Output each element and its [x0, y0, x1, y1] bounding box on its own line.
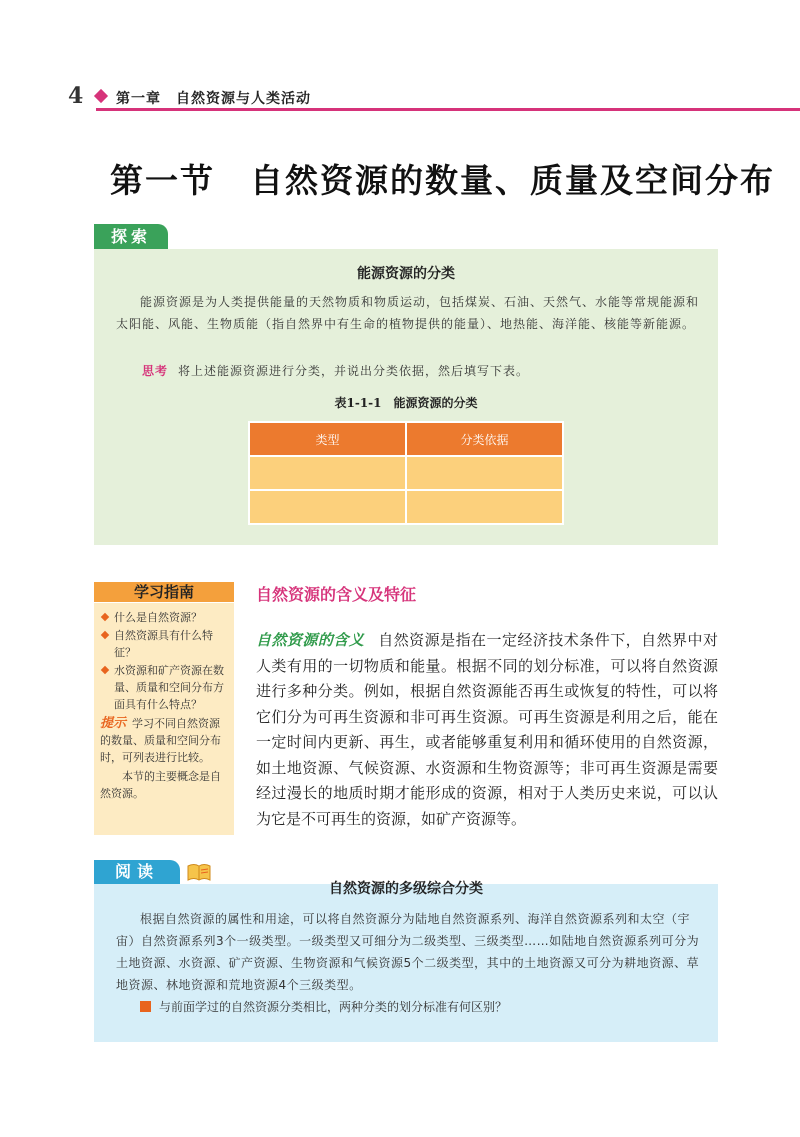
running-header	[0, 0, 800, 120]
study-guide-item	[100, 609, 228, 626]
table-header-row	[249, 422, 563, 456]
tip-label: 提示	[100, 716, 127, 731]
reading-box	[94, 881, 718, 1042]
term-label: 自然资源的含义	[256, 631, 365, 649]
table-cell[interactable]	[406, 490, 563, 524]
square-bullet-icon	[140, 1001, 151, 1012]
diamond-bullet-icon	[101, 666, 109, 674]
table-header-basis: 分类依据	[406, 422, 563, 456]
explore-box	[94, 249, 718, 545]
explore-heading: 能源资源的分类	[357, 266, 455, 282]
study-guide-item-text: 水资源和矿产资源在数量、质量和空间分布方面具有什么特点？	[114, 664, 224, 711]
study-guide-title: 学习指南	[94, 582, 234, 602]
study-guide-tip	[100, 715, 228, 766]
think-text: 将上述能源资源进行分类，并说出分类依据，然后填写下表。	[178, 364, 530, 378]
study-guide-item	[100, 662, 228, 713]
header-diamond-icon	[94, 89, 108, 103]
reading-paragraph: 根据自然资源的属性和用途，可以将自然资源分为陆地自然资源系列、海洋自然资源系列和太空（宇宙）自然资源系列3个一级类型。一级类型又可细分为二级类型、三级类型……如陆地自然资源系列可分为土地资源、水资源、矿产资源、生物资源和气候资源5个二级类型，其中的土地资源又可分为耕地资源、草地资源、林地资源和荒地资源4个三级类型。	[116, 912, 700, 992]
study-guide-item-text: 自然资源具有什么特征？	[114, 629, 213, 659]
table-row	[249, 456, 563, 490]
think-label: 思考	[142, 364, 169, 378]
think-prompt	[142, 362, 702, 379]
page-number: 4	[68, 83, 84, 109]
table-cell[interactable]	[406, 456, 563, 490]
reading-heading: 自然资源的多级综合分类	[329, 881, 483, 897]
chapter-title: 第一章 自然资源与人类活动	[116, 91, 311, 107]
body-paragraph	[256, 628, 718, 832]
table-caption: 表1-1-1 能源资源的分类	[334, 396, 478, 410]
table-header-type: 类型	[249, 422, 406, 456]
header-rule	[96, 108, 800, 111]
tip-text: 学习不同自然资源的数量、质量和空间分布时，可列表进行比较。	[100, 717, 221, 764]
reading-question	[140, 998, 700, 1015]
study-guide-item-text: 什么是自然资源？	[114, 611, 202, 624]
section-title: 第一节 自然资源的数量、质量及空间分布	[110, 161, 775, 200]
explore-paragraph: 能源资源是为人类提供能量的天然物质和物质运动，包括煤炭、石油、天然气、水能等常规能源和太阳能、风能、生物质能（指自然界中有生命的植物提供的能量）、地热能、海洋能、核能等新能源。	[116, 295, 700, 331]
study-guide-item	[100, 627, 228, 661]
question-text: 与前面学过的自然资源分类相比，两种分类的划分标准有何区别？	[159, 1000, 508, 1014]
study-guide-box	[94, 603, 234, 835]
diamond-bullet-icon	[101, 613, 109, 621]
table-cell[interactable]	[249, 456, 406, 490]
explore-tab: 探索	[94, 224, 168, 250]
table-row	[249, 490, 563, 524]
reading-tab: 阅读	[94, 860, 180, 884]
classification-table	[248, 421, 564, 525]
body-text: 自然资源是指在一定经济技术条件下，自然界中对人类有用的一切物质和能量。根据不同的划分标准，可以将自然资源进行多种分类。例如，根据自然资源能否再生或恢复的特性，可以将它们分为可再生资源和非可再生资源。可再生资源是利用之后，能在一定时间内更新、再生，或者能够重复利用和循环使用的自然资源，如土地资源、气候资源、水资源和生物资源等；非可再生资源是需要经过漫长的地质时期才能形成的资源，相对于人类历史来说，可以认为它是不可再生的资源，如矿产资源等。	[256, 631, 718, 828]
table-cell[interactable]	[249, 490, 406, 524]
study-guide-note: 本节的主要概念是自然资源。	[100, 770, 221, 800]
sub-heading: 自然资源的含义及特征	[256, 585, 417, 604]
diamond-bullet-icon	[101, 631, 109, 639]
